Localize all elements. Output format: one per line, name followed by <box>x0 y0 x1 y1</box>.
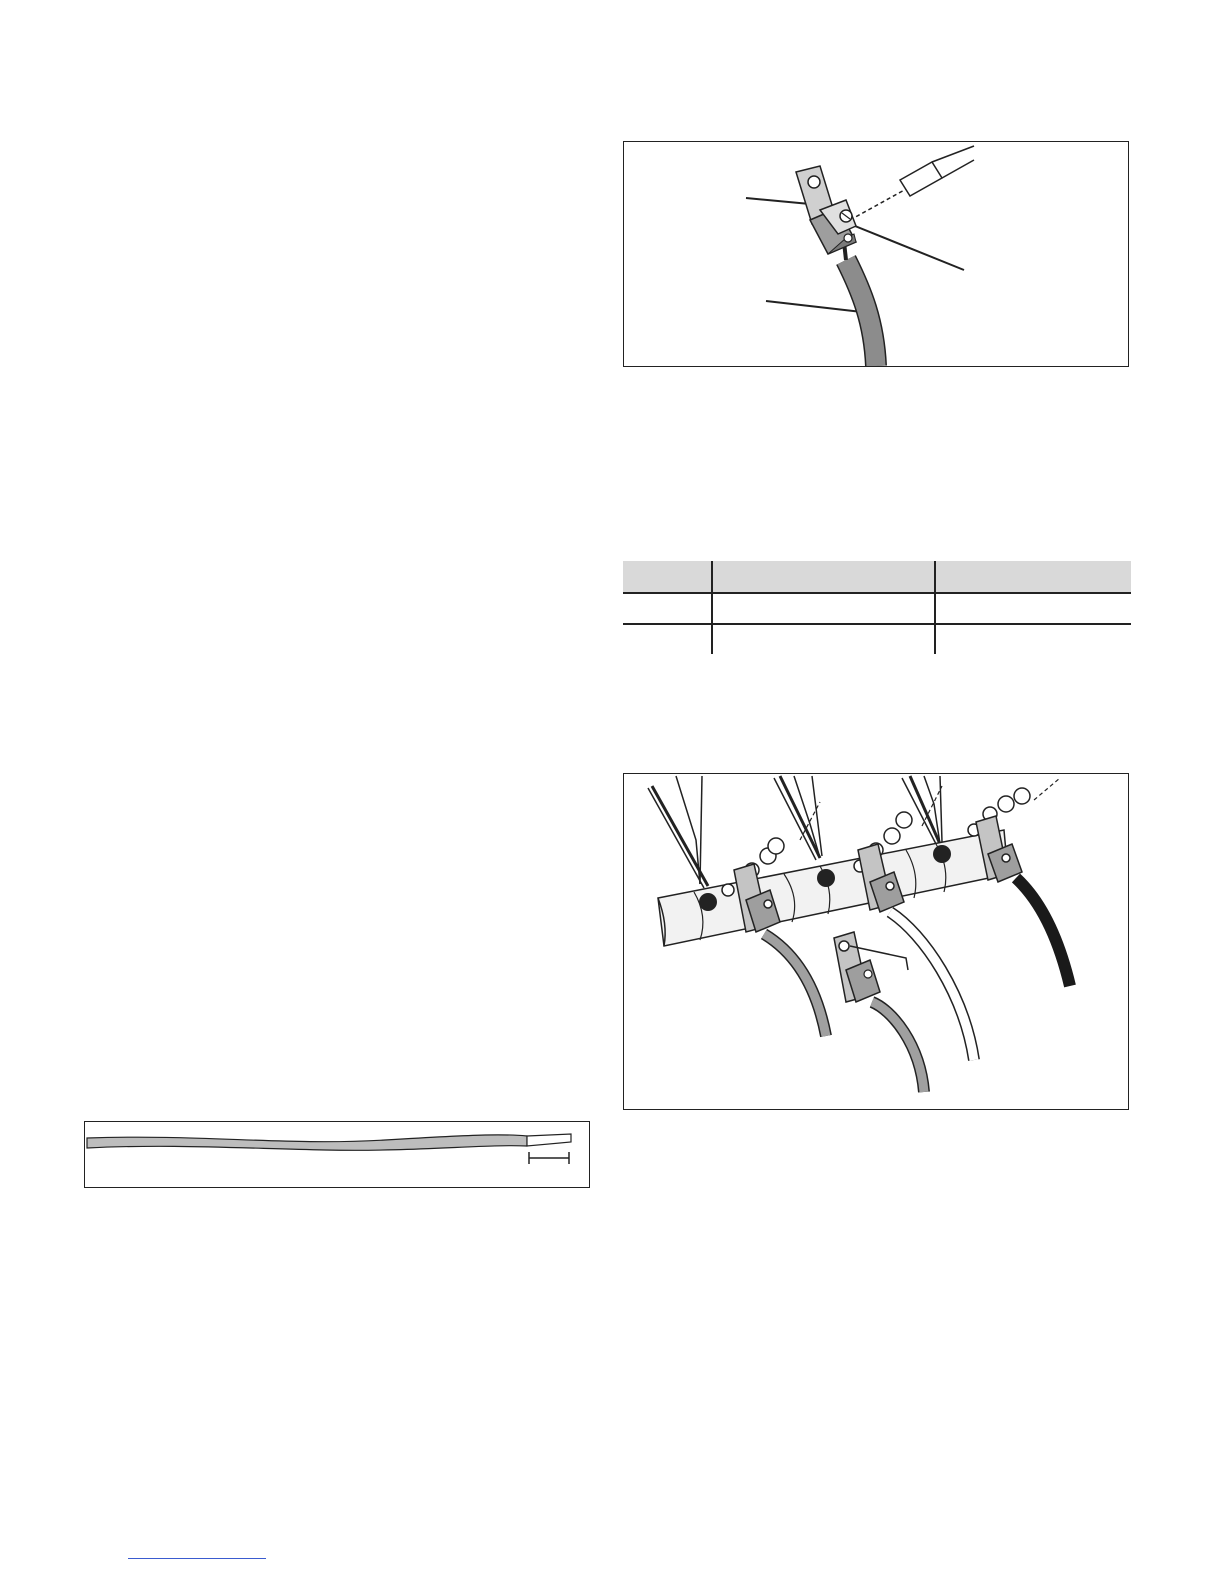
table-row-divider <box>623 623 1131 625</box>
terminal-block-illustration <box>624 774 1128 1109</box>
figure-lug-detail <box>623 141 1129 367</box>
table-column-divider <box>934 561 936 654</box>
terminal-block-icon <box>658 830 1008 946</box>
leader-line-wire <box>766 301 862 312</box>
lug-icon <box>834 932 880 1002</box>
table-column-divider <box>711 561 713 654</box>
wire-icon <box>87 1135 527 1151</box>
stripped-wire-illustration <box>85 1122 589 1187</box>
lug-detail-illustration <box>624 142 1128 366</box>
screwdriver-icon <box>900 146 974 196</box>
leader-line-lug <box>746 198 810 204</box>
figure-terminal-block <box>623 773 1129 1110</box>
alignment-line <box>850 188 908 220</box>
table-header-row <box>623 561 1131 592</box>
wire-icon <box>764 934 826 1036</box>
leader-line-screw <box>850 224 964 270</box>
alignment-line <box>800 778 1060 840</box>
stripped-conductor <box>527 1134 571 1146</box>
wire-icon <box>1016 878 1070 986</box>
table-row-divider <box>623 592 1131 594</box>
footer-link-underline[interactable] <box>128 1558 266 1559</box>
figure-stripped-wire <box>84 1121 590 1188</box>
